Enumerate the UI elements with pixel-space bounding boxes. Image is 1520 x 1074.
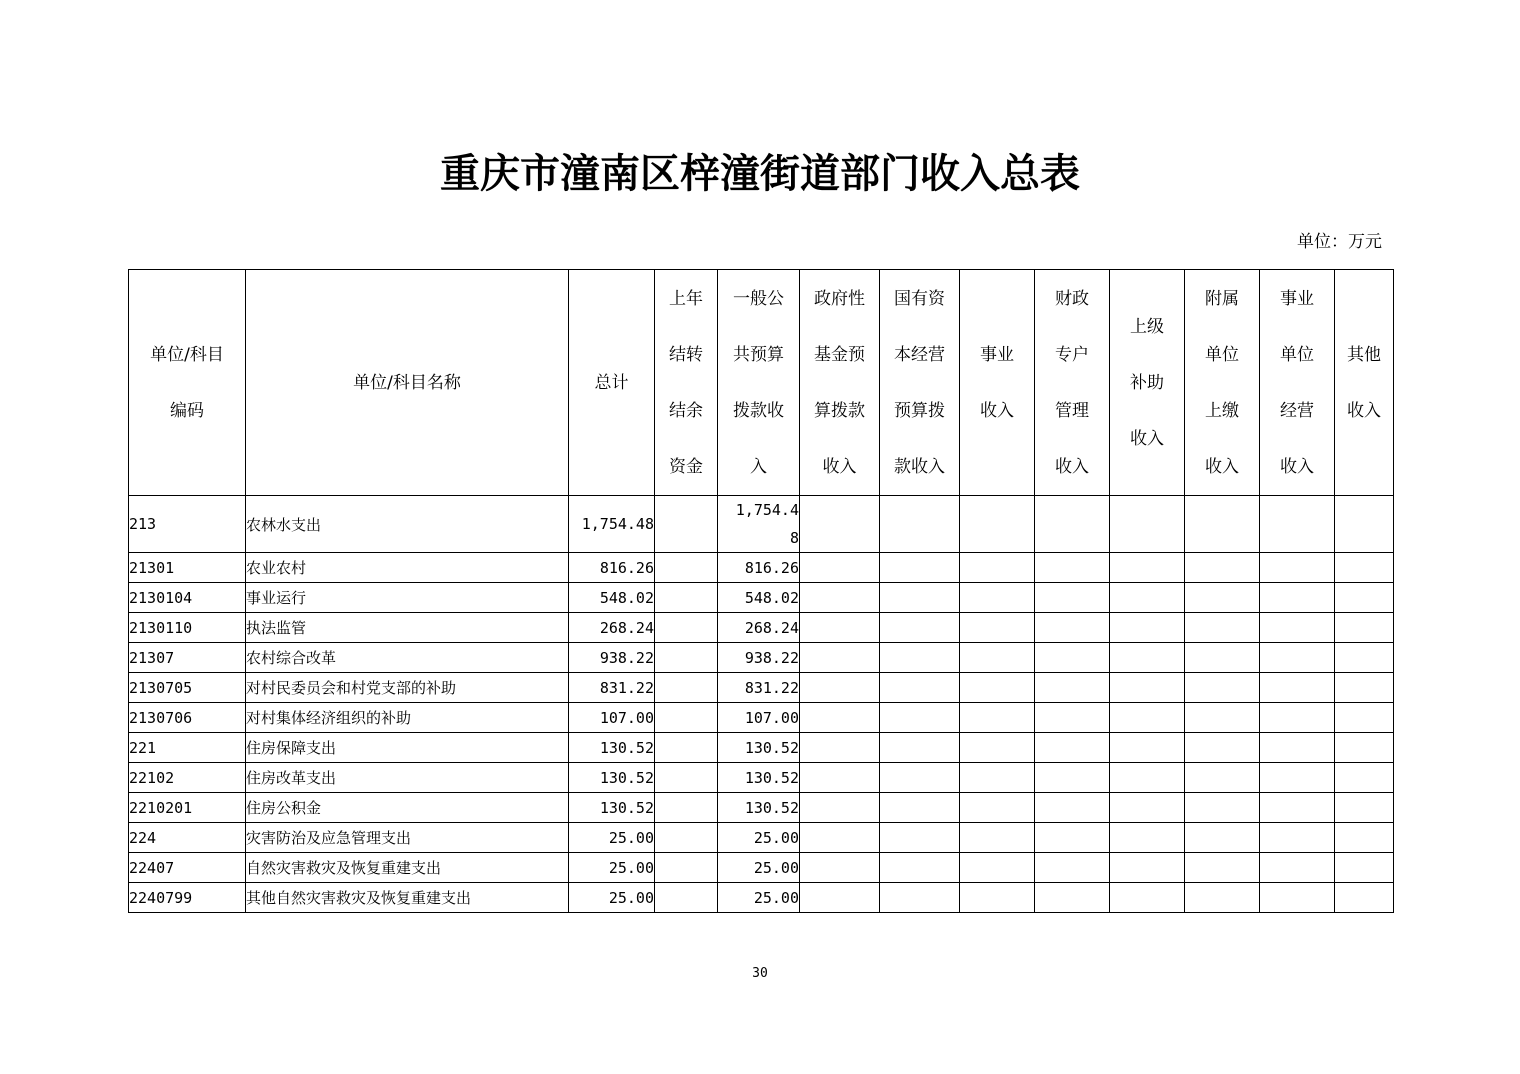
row-general-budget: 130.52 (718, 793, 800, 823)
row-cell-empty (1260, 583, 1335, 613)
row-name: 对村集体经济组织的补助 (246, 703, 569, 733)
row-cell-empty (1110, 673, 1185, 703)
row-name: 农业农村 (246, 553, 569, 583)
page-title: 重庆市潼南区梓潼街道部门收入总表 (440, 150, 1080, 197)
row-cell-empty (1035, 793, 1110, 823)
row-cell-empty (880, 643, 960, 673)
row-general-budget: 268.24 (718, 613, 800, 643)
row-cell-empty (960, 613, 1035, 643)
row-cell-empty (1335, 496, 1394, 553)
row-cell-empty (960, 823, 1035, 853)
row-cell-empty (800, 763, 880, 793)
table-row (129, 733, 1394, 763)
page-number: 30 (752, 966, 768, 981)
row-cell-empty (1335, 733, 1394, 763)
header-gov-fund: 政府性 基金预 算拨款 收入 (800, 270, 880, 496)
table-row (129, 883, 1394, 913)
row-cell-empty (800, 793, 880, 823)
row-carryover (655, 643, 718, 673)
row-cell-empty (1335, 793, 1394, 823)
header-other: 其他 收入 (1335, 270, 1394, 496)
table-row (129, 583, 1394, 613)
table-row (129, 763, 1394, 793)
row-cell-empty (880, 703, 960, 733)
row-cell-empty (1335, 853, 1394, 883)
row-code: 221 (129, 733, 246, 763)
row-cell-empty (960, 553, 1035, 583)
income-summary-table (128, 269, 1394, 913)
row-total: 130.52 (569, 793, 655, 823)
row-name: 其他自然灾害救灾及恢复重建支出 (246, 883, 569, 913)
row-cell-empty (1185, 763, 1260, 793)
row-cell-empty (1335, 823, 1394, 853)
row-cell-empty (1185, 643, 1260, 673)
row-code: 2210201 (129, 793, 246, 823)
row-cell-empty (880, 496, 960, 553)
row-cell-empty (1110, 703, 1185, 733)
row-cell-empty (880, 553, 960, 583)
row-name: 自然灾害救灾及恢复重建支出 (246, 853, 569, 883)
row-cell-empty (1110, 643, 1185, 673)
header-name: 单位/科目名称 (246, 270, 569, 496)
row-cell-empty (880, 823, 960, 853)
row-cell-empty (1035, 763, 1110, 793)
row-general-budget: 25.00 (718, 853, 800, 883)
row-cell-empty (1260, 853, 1335, 883)
row-cell-empty (1260, 643, 1335, 673)
row-name: 农村综合改革 (246, 643, 569, 673)
row-carryover (655, 853, 718, 883)
table-row (129, 613, 1394, 643)
row-cell-empty (880, 853, 960, 883)
row-cell-empty (1335, 673, 1394, 703)
row-carryover (655, 883, 718, 913)
header-total: 总计 (569, 270, 655, 496)
row-general-budget: 130.52 (718, 763, 800, 793)
row-code: 21307 (129, 643, 246, 673)
row-total: 831.22 (569, 673, 655, 703)
row-cell-empty (800, 823, 880, 853)
row-carryover (655, 703, 718, 733)
header-state-capital: 国有资 本经营 预算拨 款收入 (880, 270, 960, 496)
row-carryover (655, 613, 718, 643)
row-cell-empty (880, 763, 960, 793)
row-cell-empty (1185, 853, 1260, 883)
row-cell-empty (960, 643, 1035, 673)
row-general-budget: 816.26 (718, 553, 800, 583)
row-cell-empty (960, 853, 1035, 883)
row-cell-empty (1260, 883, 1335, 913)
row-name: 住房公积金 (246, 793, 569, 823)
row-cell-empty (1185, 496, 1260, 553)
row-cell-empty (1260, 496, 1335, 553)
row-cell-empty (1335, 553, 1394, 583)
row-total: 268.24 (569, 613, 655, 643)
row-cell-empty (1185, 583, 1260, 613)
row-carryover (655, 733, 718, 763)
header-affiliated: 附属 单位 上缴 收入 (1185, 270, 1260, 496)
row-code: 2130110 (129, 613, 246, 643)
row-carryover (655, 793, 718, 823)
row-code: 22407 (129, 853, 246, 883)
row-cell-empty (960, 883, 1035, 913)
row-cell-empty (1110, 553, 1185, 583)
row-cell-empty (800, 703, 880, 733)
row-cell-empty (1035, 583, 1110, 613)
header-business: 事业 收入 (960, 270, 1035, 496)
row-cell-empty (1110, 793, 1185, 823)
row-code: 224 (129, 823, 246, 853)
row-total: 130.52 (569, 763, 655, 793)
row-general-budget: 831.22 (718, 673, 800, 703)
row-cell-empty (960, 703, 1035, 733)
row-cell-empty (1035, 643, 1110, 673)
row-carryover (655, 496, 718, 553)
table-row (129, 703, 1394, 733)
row-cell-empty (1335, 763, 1394, 793)
table-row (129, 553, 1394, 583)
row-cell-empty (1260, 553, 1335, 583)
row-cell-empty (880, 793, 960, 823)
row-carryover (655, 823, 718, 853)
row-cell-empty (1110, 496, 1185, 553)
row-cell-empty (1185, 883, 1260, 913)
row-general-budget: 107.00 (718, 703, 800, 733)
row-cell-empty (960, 793, 1035, 823)
row-name: 农林水支出 (246, 496, 569, 553)
row-code: 2240799 (129, 883, 246, 913)
row-cell-empty (1110, 583, 1185, 613)
row-total: 25.00 (569, 853, 655, 883)
row-cell-empty (1335, 613, 1394, 643)
row-cell-empty (1035, 703, 1110, 733)
row-cell-empty (1035, 496, 1110, 553)
row-cell-empty (800, 613, 880, 643)
row-total: 938.22 (569, 643, 655, 673)
row-cell-empty (800, 583, 880, 613)
row-cell-empty (1110, 853, 1185, 883)
row-cell-empty (1110, 733, 1185, 763)
row-general-budget: 130.52 (718, 733, 800, 763)
row-total: 816.26 (569, 553, 655, 583)
row-general-budget: 548.02 (718, 583, 800, 613)
row-name: 执法监管 (246, 613, 569, 643)
row-cell-empty (800, 883, 880, 913)
row-cell-empty (960, 673, 1035, 703)
header-fiscal-special: 财政 专户 管理 收入 (1035, 270, 1110, 496)
row-cell-empty (1335, 703, 1394, 733)
row-cell-empty (1110, 613, 1185, 643)
row-cell-empty (1110, 823, 1185, 853)
row-cell-empty (1185, 733, 1260, 763)
row-code: 2130104 (129, 583, 246, 613)
row-cell-empty (1035, 853, 1110, 883)
row-cell-empty (800, 643, 880, 673)
table-row (129, 643, 1394, 673)
row-cell-empty (1260, 673, 1335, 703)
row-cell-empty (1035, 673, 1110, 703)
table-row (129, 823, 1394, 853)
row-cell-empty (880, 733, 960, 763)
table-row (129, 496, 1394, 553)
row-cell-empty (960, 583, 1035, 613)
row-total: 25.00 (569, 883, 655, 913)
row-carryover (655, 583, 718, 613)
row-cell-empty (1035, 823, 1110, 853)
row-total: 107.00 (569, 703, 655, 733)
row-cell-empty (1185, 823, 1260, 853)
row-cell-empty (1335, 883, 1394, 913)
row-cell-empty (1110, 763, 1185, 793)
row-cell-empty (960, 733, 1035, 763)
row-cell-empty (1335, 643, 1394, 673)
row-cell-empty (1185, 793, 1260, 823)
row-cell-empty (960, 763, 1035, 793)
header-superior-subsidy: 上级 补助 收入 (1110, 270, 1185, 496)
row-cell-empty (1035, 553, 1110, 583)
row-cell-empty (1335, 583, 1394, 613)
row-cell-empty (1260, 793, 1335, 823)
row-carryover (655, 553, 718, 583)
row-carryover (655, 673, 718, 703)
row-code: 2130705 (129, 673, 246, 703)
row-cell-empty (1035, 733, 1110, 763)
header-general-budget: 一般公 共预算 拨款收 入 (718, 270, 800, 496)
row-code: 22102 (129, 763, 246, 793)
table-row (129, 793, 1394, 823)
header-code: 单位/科目 编码 (129, 270, 246, 496)
row-carryover (655, 763, 718, 793)
row-name: 事业运行 (246, 583, 569, 613)
row-general-budget: 1,754.48 (718, 496, 800, 553)
row-cell-empty (1260, 823, 1335, 853)
row-cell-empty (800, 553, 880, 583)
row-cell-empty (880, 583, 960, 613)
row-code: 2130706 (129, 703, 246, 733)
row-cell-empty (960, 496, 1035, 553)
row-cell-empty (800, 673, 880, 703)
row-total: 1,754.48 (569, 496, 655, 553)
unit-label: 单位：万元 (1297, 232, 1382, 252)
row-general-budget: 25.00 (718, 883, 800, 913)
row-cell-empty (1110, 883, 1185, 913)
row-cell-empty (880, 673, 960, 703)
row-total: 548.02 (569, 583, 655, 613)
row-cell-empty (1035, 883, 1110, 913)
row-cell-empty (1260, 703, 1335, 733)
row-name: 住房保障支出 (246, 733, 569, 763)
row-cell-empty (1260, 733, 1335, 763)
row-name: 住房改革支出 (246, 763, 569, 793)
header-operating: 事业 单位 经营 收入 (1260, 270, 1335, 496)
row-cell-empty (1035, 613, 1110, 643)
row-code: 21301 (129, 553, 246, 583)
row-cell-empty (800, 733, 880, 763)
row-general-budget: 25.00 (718, 823, 800, 853)
row-cell-empty (800, 853, 880, 883)
table-header-row (129, 270, 1394, 496)
header-carryover: 上年 结转 结余 资金 (655, 270, 718, 496)
row-total: 25.00 (569, 823, 655, 853)
row-cell-empty (1185, 553, 1260, 583)
row-cell-empty (880, 613, 960, 643)
table-row (129, 853, 1394, 883)
table-row (129, 673, 1394, 703)
row-cell-empty (1185, 613, 1260, 643)
row-general-budget: 938.22 (718, 643, 800, 673)
row-cell-empty (800, 496, 880, 553)
row-cell-empty (1185, 673, 1260, 703)
row-cell-empty (1260, 613, 1335, 643)
row-cell-empty (880, 883, 960, 913)
row-cell-empty (1260, 763, 1335, 793)
row-name: 对村民委员会和村党支部的补助 (246, 673, 569, 703)
row-cell-empty (1185, 703, 1260, 733)
row-name: 灾害防治及应急管理支出 (246, 823, 569, 853)
row-code: 213 (129, 496, 246, 553)
row-total: 130.52 (569, 733, 655, 763)
